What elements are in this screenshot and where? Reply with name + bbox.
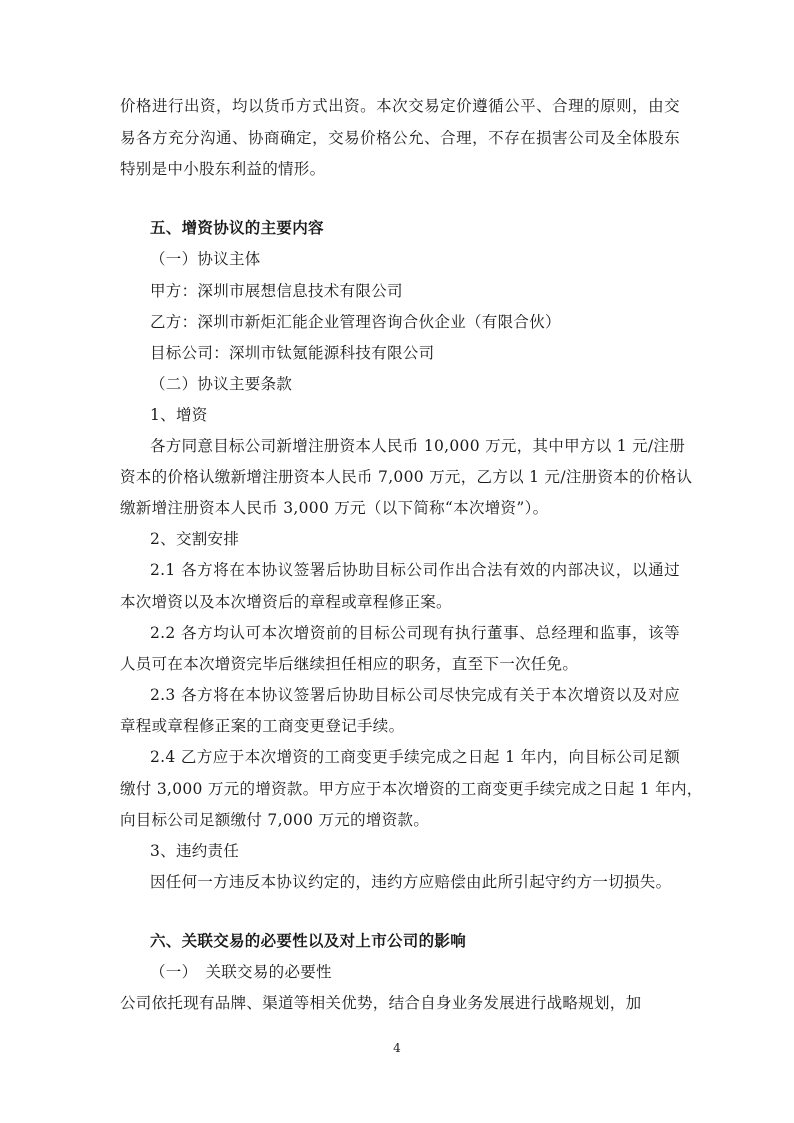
- subsection-heading: （一） 关联交易的必要性: [150, 963, 332, 981]
- section-heading-6: 六、关联交易的必要性以及对上市公司的影响: [150, 931, 467, 950]
- paragraph-line: 特别是中小股东利益的情形。: [120, 160, 326, 178]
- paragraph-line: 2.2 各方均认可本次增资前的目标公司现有执行董事、总经理和监事，该等: [150, 624, 680, 642]
- paragraph-line: 易各方充分沟通、协商确定，交易价格公允、合理，不存在损害公司及全体股东: [120, 129, 680, 147]
- paragraph-line: 价格进行出资，均以货币方式出资。本次交易定价遵循公平、合理的原则，由交: [120, 97, 680, 115]
- paragraph-line: 2.4 乙方应于本次增资的工商变更手续完成之日起 1 年内，向目标公司足额: [150, 748, 680, 766]
- paragraph-line: 公司依托现有品牌、渠道等相关优势，结合自身业务发展进行战略规划，加: [120, 994, 642, 1012]
- paragraph-line: 本次增资以及本次增资后的章程或章程修正案。: [120, 593, 452, 611]
- paragraph-line: 章程或章程修正案的工商变更登记手续。: [120, 717, 405, 735]
- section-heading-5: 五、增资协议的主要内容: [150, 218, 324, 237]
- paragraph-line: 资本的价格认缴新增注册资本人民币 7,000 万元，乙方以 1 元/注册资本的价格认: [120, 468, 693, 486]
- party-a-line: 甲方：深圳市展想信息技术有限公司: [150, 282, 403, 300]
- clause-heading: 1、增资: [150, 406, 208, 424]
- paragraph-line: 向目标公司足额缴付 7,000 万元的增资款。: [120, 811, 430, 829]
- target-company-line: 目标公司：深圳市钛氪能源科技有限公司: [150, 344, 435, 362]
- clause-heading: 3、违约责任: [150, 842, 240, 860]
- page-number: 4: [393, 1041, 401, 1055]
- subsection-heading: （一）协议主体: [150, 250, 261, 268]
- paragraph-line: 2.1 各方将在本协议签署后协助目标公司作出合法有效的内部决议，以通过: [150, 561, 680, 579]
- paragraph-line: 各方同意目标公司新增注册资本人民币 10,000 万元，其中甲方以 1 元/注册: [150, 437, 686, 455]
- paragraph-line: 缴新增注册资本人民币 3,000 万元（以下简称“本次增资”）。: [120, 499, 549, 517]
- paragraph-line: 因任何一方违反本协议约定的，违约方应赔偿由此所引起守约方一切损失。: [150, 873, 672, 891]
- paragraph-line: 2.3 各方将在本协议签署后协助目标公司尽快完成有关于本次增资以及对应: [150, 686, 680, 704]
- paragraph-line: 人员可在本次增资完毕后继续担任相应的职务，直至下一次任免。: [120, 655, 579, 673]
- party-b-line: 乙方：深圳市新炬汇能企业管理咨询合伙企业（有限合伙）: [150, 313, 561, 331]
- clause-heading: 2、交割安排: [150, 530, 240, 548]
- paragraph-line: 缴付 3,000 万元的增资款。甲方应于本次增资的工商变更手续完成之日起 1 年内，: [120, 780, 703, 798]
- subsection-heading: （二）协议主要条款: [150, 375, 293, 393]
